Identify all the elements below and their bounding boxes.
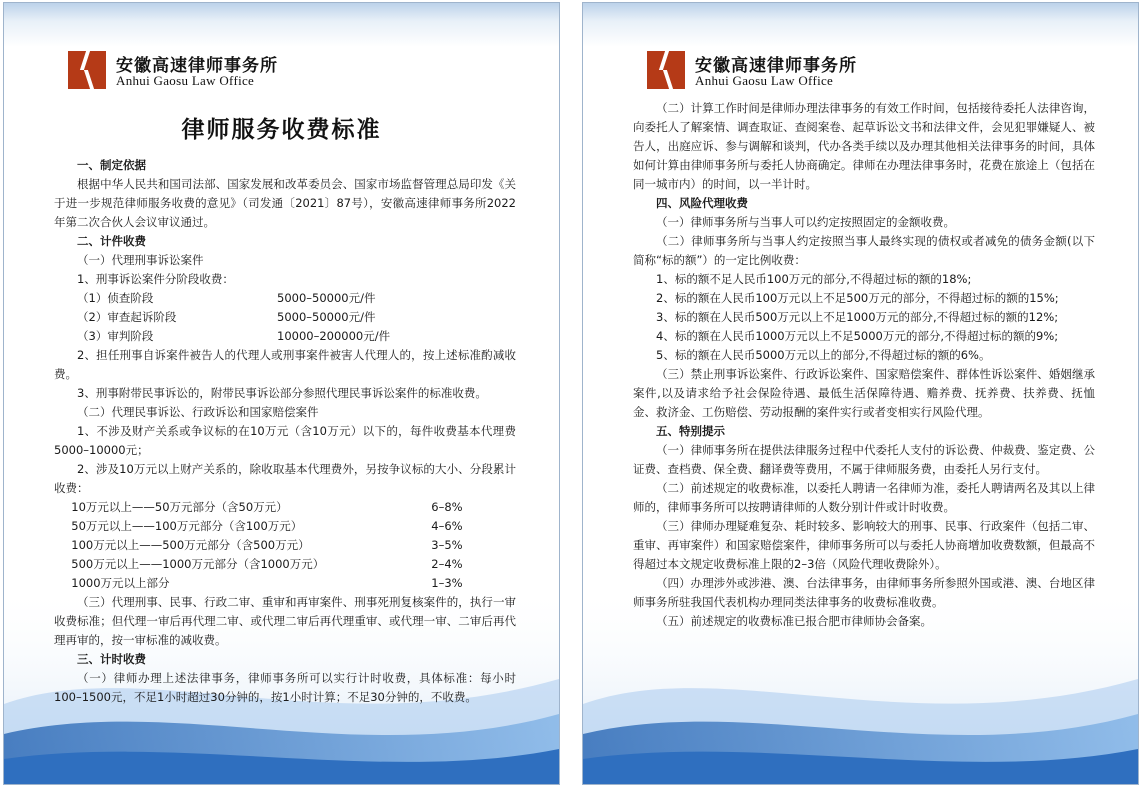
stage-row	[54, 308, 516, 327]
fee-range: 500万元以上——1000万元部分（含1000万元）	[71, 557, 325, 571]
paragraph: （一）代理刑事诉讼案件	[77, 253, 204, 267]
fee-row	[54, 517, 516, 536]
fee-row	[54, 498, 516, 517]
fee-standard-page-right	[582, 2, 1139, 785]
law-office-logo-icon	[68, 51, 106, 89]
paragraph: 3、标的额在人民币500万元以上不足1000万元的部分,不得超过标的额的12%;	[656, 310, 1059, 324]
stage-fee: 5000–50000元/件	[277, 291, 376, 305]
stage-row	[54, 289, 516, 308]
fee-range: 1000万元以上部分	[71, 576, 170, 590]
paragraph: 1、刑事诉讼案件分阶段收费：	[77, 272, 234, 286]
paragraph: 1、标的额不足人民币100万元的部分,不得超过标的额的18%;	[656, 272, 972, 286]
office-name-en: Anhui Gaosu Law Office	[116, 73, 255, 88]
fee-range: 10万元以上——50万元部分（含50万元）	[71, 500, 288, 514]
section-heading: 一、制定依据	[77, 158, 146, 172]
section-heading: 二、计件收费	[77, 234, 146, 248]
paragraph: 2、涉及10万元以上财产关系的，除收取基本代理费外，另按争议标的大小、分段累计收费：	[54, 462, 516, 495]
stage-label: （2）审查起诉阶段	[77, 310, 177, 324]
section-heading: 四、风险代理收费	[656, 196, 748, 210]
paragraph: 2、担任刑事自诉案件被告人的代理人或刑事案件被害人代理人的，按上述标准酌减收费。	[54, 348, 516, 381]
paragraph: 2、标的额在人民币100万元以上不足500万元的部分，不得超过标的额的15%;	[656, 291, 1059, 305]
office-name-cn: 安徽高速律师事务所	[695, 56, 857, 76]
paragraph: （一）律师事务所在提供法律服务过程中代委托人支付的诉讼费、仲裁费、鉴定费、公证费、查档费、保全费、翻译费等费用，不属于律师服务费，由委托人另行支付。	[633, 443, 1095, 476]
paragraph: （四）办理涉外或涉港、澳、台法律事务，由律师事务所参照外国或港、澳、台地区律师事务所驻我国代表机构办理同类法律事务的收费标准收费。	[633, 576, 1095, 609]
paragraph: （五）前述规定的收费标准已报合肥市律师协会备案。	[656, 614, 932, 628]
stage-label: （3）审判阶段	[77, 329, 154, 343]
stage-row	[54, 327, 516, 346]
office-name-cn: 安徽高速律师事务所	[116, 56, 278, 76]
paragraph: （一）律师办理上述法律事务，律师事务所可以实行计时收费，具体标准：每小时100–1500元，不足1小时超过30分钟的，按1小时计算；不足30分钟的，不收费。	[54, 671, 516, 704]
fee-rate: 2–4%	[431, 557, 463, 571]
paragraph: （三）律师办理疑难复杂、耗时较多、影响较大的刑事、民事、行政案件（包括二审、重审、再审案件）和国家赔偿案件，律师事务所可以与委托人协商增加收费数额，但最高不得超过本文规定收费标准上限的2–3倍（风险代理收费除外）。	[633, 519, 1095, 571]
stage-fee: 10000–200000元/件	[277, 329, 391, 343]
paragraph: （三）禁止刑事诉讼案件、行政诉讼案件、国家赔偿案件、群体性诉讼案件、婚姻继承案件,以及请求给予社会保险待遇、最低生活保障待遇、赡养费、抚养费、扶养费、抚恤金、救济金、工伤赔偿、劳动报酬的案件实行或者变相实行风险代理。	[633, 367, 1095, 419]
fee-row	[54, 574, 516, 593]
fee-rate: 4–6%	[431, 519, 463, 533]
fee-standard-page-left	[3, 2, 560, 785]
stage-fee: 5000–50000元/件	[277, 310, 376, 324]
fee-rate: 6–8%	[431, 500, 463, 514]
office-name-en: Anhui Gaosu Law Office	[695, 73, 834, 88]
paragraph: 5、标的额在人民币5000万元以上的部分,不得超过标的额的6%。	[656, 348, 991, 362]
paragraph: （二）代理民事诉讼、行政诉讼和国家赔偿案件	[77, 405, 319, 419]
paragraph: （一）律师事务所与当事人可以约定按照固定的金额收费。	[656, 215, 955, 229]
section-heading: 三、计时收费	[77, 652, 146, 666]
paragraph: 3、刑事附带民事诉讼的，附带民事诉讼部分参照代理民事诉讼案件的标准收费。	[77, 386, 487, 400]
law-office-logo-icon	[647, 51, 685, 89]
paragraph: （二）前述规定的收费标准，以委托人聘请一名律师为准，委托人聘请两名及其以上律师的，律师事务所可以按聘请律师的人数分别计件或计时收费。	[633, 481, 1095, 514]
fee-range: 50万元以上——100万元部分（含100万元）	[71, 519, 303, 533]
left-content	[54, 156, 516, 707]
paragraph: 根据中华人民共和国司法部、国家发展和改革委员会、国家市场监督管理总局印发《关于进一步规范律师服务收费的意见》（司发通〔2021〕87号），安徽高速律师事务所2022年第二次合伙人会议审议通过。	[54, 177, 516, 229]
stage-label: （1）侦查阶段	[77, 291, 154, 305]
fee-rate: 3–5%	[431, 538, 463, 552]
right-content	[633, 99, 1095, 631]
fee-rate: 1–3%	[431, 576, 463, 590]
page-title: 律师服务收费标准	[181, 117, 382, 143]
paragraph: 1、不涉及财产关系或争议标的在10万元（含10万元）以下的，每件收费基本代理费5000–10000元；	[54, 424, 516, 457]
section-heading: 五、特别提示	[656, 424, 725, 438]
fee-range: 100万元以上——500万元部分（含500万元）	[71, 538, 310, 552]
paragraph: 4、标的额在人民币1000万元以上不足5000万元的部分,不得超过标的额的9%;	[656, 329, 1059, 343]
paragraph: （二）计算工作时间是律师办理法律事务的有效工作时间，包括接待委托人法律咨询，向委托人了解案情、调查取证、查阅案卷、起草诉讼文书和法律文件，会见犯罪嫌疑人、被告人，出庭应诉、参与调解和谈判，代办各类手续以及办理其他相关法律事务的时间，具体如何计算由律师事务所与委托人协商确定。律师在办理法律事务时，花费在旅途上（包括在同一城市内）的时间，以一半计时。	[633, 101, 1095, 191]
paragraph: （三）代理刑事、民事、行政二审、重审和再审案件、刑事死刑复核案件的，执行一审收费标准；但代理一审后再代理二审、或代理二审后再代理重审、或代理一审、二审后再代理再审的，按一审标准的减收费。	[54, 595, 516, 647]
paragraph: （二）律师事务所与当事人约定按照当事人最终实现的债权或者减免的债务金额(以下简称“标的额”）的一定比例收费：	[633, 234, 1095, 267]
fee-row	[54, 555, 516, 574]
fee-row	[54, 536, 516, 555]
